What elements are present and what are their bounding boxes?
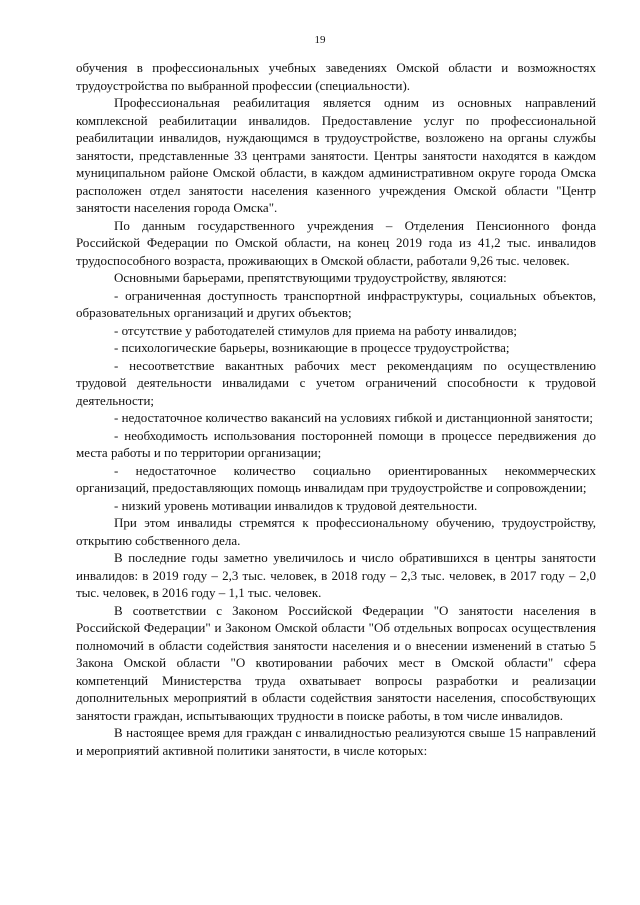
paragraph-legal-basis: В соответствии с Законом Российской Федерации "О занятости населения в Российской Федерации" и Законом Омской области "Об отдельных вопросах осуществления полномочий в области содействия занятости населения и о внесении изменений в статью 5 Закона Омской области "О квотировании рабочих мест в Омской области" сфера компетенций Министерства труда охватывает вопросы разработки и реализации дополнительных мероприятий в области содействия занятости населения, способствующих занятости граждан, испытывающих трудности в поиске работы, в том числе инвалидов.	[76, 602, 596, 723]
paragraph-applicant-statistics: В последние годы заметно увеличилось и число обратившихся в центры занятости инвалидов: в 2019 году – 2,3 тыс. человек, в 2018 году – 2,3 тыс. человек, в 2017 году – 2,0 тыс. человек, в 2016 году – 1,1 тыс. человек.	[76, 550, 596, 600]
barrier-list-item: - ограниченная доступность транспортной инфраструктуры, социальных объектов, образовательных организаций и других объектов;	[76, 287, 596, 320]
paragraph-current-measures: В настоящее время для граждан с инвалидностью реализуются свыше 15 направлений и мероприятий активной политики занятости, в числе которых:	[76, 725, 596, 758]
barrier-list-item: - психологические барьеры, возникающие в процессе трудоустройства;	[114, 340, 510, 355]
paragraph-rehabilitation: Профессиональная реабилитация является одним из основных направлений комплексной реабилитации инвалидов. Предоставление услуг по профессиональной реабилитации инвалидов, нуждающимся в трудоустройстве, возложено на органы службы занятости, представленные 33 центрами занятости. Центры занятости находятся в каждом муниципальном районе Омской области, в каждом административном округе города Омска расположен отдел занятости населения казенного учреждения Омской области "Центр занятости населения города Омска".	[76, 95, 596, 215]
paragraph-barriers-intro: Основными барьерами, препятствующими трудоустройству, являются:	[114, 270, 507, 285]
barrier-list-item: - необходимость использования посторонней помощи в процессе передвижения до места работы и по территории организации;	[76, 427, 596, 460]
barrier-list-item: - недостаточное количество вакансий на условиях гибкой и дистанционной занятости;	[114, 410, 593, 425]
barrier-list-item: - недостаточное количество социально ориентированных некоммерческих организаций, предоставляющих помощь инвалидам при трудоустройстве и сопровождении;	[76, 462, 596, 495]
paragraph-pension-fund-data: По данным государственного учреждения – Отделения Пенсионного фонда Российской Федерации по Омской области, на конец 2019 года из 41,2 тыс. инвалидов трудоспособного возраста, проживающих в Омской области, работали 9,26 тыс. человек.	[76, 217, 596, 268]
document-body	[76, 59, 596, 759]
barrier-list-item: - несоответствие вакантных рабочих мест рекомендациям по осуществлению трудовой деятельности инвалидами с учетом ограничений способности к трудовой деятельности;	[76, 357, 596, 408]
barrier-list-item: - низкий уровень мотивации инвалидов к трудовой деятельности.	[114, 497, 478, 513]
paragraph-aspirations: При этом инвалиды стремятся к профессиональному обучению, трудоустройству, открытию собственного дела.	[76, 515, 596, 548]
page-number: 19	[314, 34, 326, 46]
barrier-list-item: - отсутствие у работодателей стимулов для приема на работу инвалидов;	[114, 322, 517, 338]
paragraph-continuation: обучения в профессиональных учебных заведениях Омской области и возможностях трудоустройства по выбранной профессии (специальности).	[76, 60, 596, 93]
